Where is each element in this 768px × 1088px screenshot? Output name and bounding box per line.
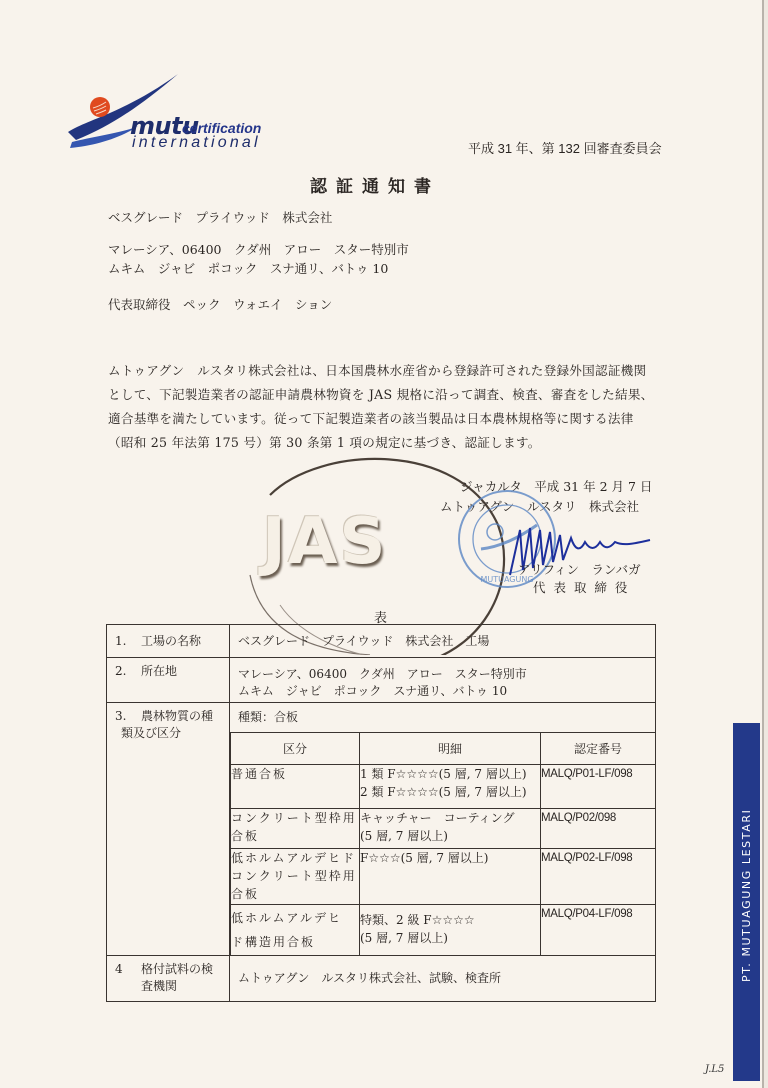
mutu-logo	[66, 70, 286, 155]
product-subtable	[230, 732, 655, 955]
logo-certification-text: certification	[182, 120, 262, 136]
inspection-body-value: ムトゥアグン ルスタリ株式会社、試験、検査所	[230, 955, 656, 1001]
category-line2: 合板	[231, 829, 260, 843]
addressee-address-line2: ムキム ジャビ ポコック スナ通リ、バトゥ 10	[108, 261, 389, 276]
cert-number: MALQ/P02/098	[541, 809, 656, 849]
category-line3: 合板	[231, 887, 260, 901]
signatory-name: アリフィン ランバガ	[518, 562, 641, 577]
row-label-line1: 農林物質の種	[141, 709, 214, 723]
header-cert-number: 認定番号	[541, 733, 656, 765]
subtable-row	[231, 809, 656, 849]
issuer-company: ムトゥアグン ルスタリ 株式会社	[440, 499, 639, 514]
detail-line1: 特類、2 級 F☆☆☆☆	[360, 913, 475, 927]
product-type: 種類：合板	[238, 710, 299, 724]
row-number: 1.	[115, 633, 127, 648]
document-title: 認証通知書	[310, 177, 440, 197]
row-label-line2: 類及び区分	[121, 726, 182, 740]
jas-watermark: JAS	[262, 505, 388, 579]
table-row-factory-name	[107, 625, 656, 658]
page-initials: J.L5	[705, 1064, 725, 1075]
detail-line1: キャッチャー コーティング	[360, 811, 515, 825]
header-detail: 明細	[360, 733, 541, 765]
header-category: 区分	[231, 733, 360, 765]
addressee-representative: 代表取締役 ペック ウォエイ ション	[108, 297, 333, 312]
category-line1: コンクリート型枠用	[231, 811, 357, 825]
place-and-date: ジャカルタ 平成 31 年 2 月 7 日	[460, 479, 653, 494]
subtable-row	[231, 849, 656, 905]
row-label: 所在地	[141, 664, 178, 678]
category-line2: ド構造用合板	[231, 935, 316, 949]
detail-line1: F☆☆☆(5 層, 7 層以上)	[360, 849, 541, 905]
row-label: 工場の名称	[141, 633, 202, 648]
row-label-line2: 査機関	[141, 978, 178, 993]
row-number: 2.	[115, 664, 127, 678]
cert-number: MALQ/P04-LF/098	[541, 905, 656, 955]
svg-text:MUTUAGUNG: MUTUAGUNG	[480, 575, 534, 584]
detail-line1: 1 類 F☆☆☆☆(5 層, 7 層以上)	[360, 767, 527, 781]
logo-mutu-text: mutu	[130, 112, 199, 140]
detail-line2: (5 層, 7 層以上)	[360, 931, 448, 945]
signatory-title: 代 表 取 締 役	[533, 580, 630, 595]
category: 普通合板	[231, 765, 360, 809]
detail-line2: 2 類 F☆☆☆☆(5 層, 7 層以上)	[360, 785, 527, 799]
certification-paragraph: ムトゥアグン ルスタリ株式会社は、日本国農林水産省から登録許可された登録外国認証機関として、下記製造業者の認証申請農林物資を JAS 規格に沿って調査、検査、審査をした結果、適合基準を満たしています。従って下記製造業者の該当製品は日本農林規格等に関する法律（昭和 25 年法第 175 号）第 30 条第 1 項の規定に基づき、認証します。	[108, 363, 654, 450]
row-label-line1: 格付試料の検	[141, 961, 214, 976]
table-row-location	[107, 658, 656, 703]
subtable-row	[231, 765, 656, 809]
certification-table	[106, 624, 656, 1002]
table-row-inspection-body	[107, 955, 656, 1001]
category-line1: 低ホルムアルデヒ	[231, 911, 343, 925]
addressee-address-line1: マレーシア、06400 クダ州 アロー スター特別市	[108, 242, 409, 257]
committee-reference: 平成 31 年、第 132 回審査委員会	[468, 141, 662, 156]
row-number: 4	[115, 961, 123, 976]
table-caption: 表	[374, 611, 388, 626]
side-band-text: PT. MUTUAGUNG LESTARI	[740, 808, 753, 982]
addressee-company: ベスグレード プライウッド 株式会社	[108, 210, 333, 225]
location-line1: マレーシア、06400 クダ州 アロー スター特別市	[238, 667, 527, 681]
logo-international-text: international	[132, 134, 261, 151]
category-line2: コンクリート型枠用	[231, 869, 357, 883]
cert-number: MALQ/P01-LF/098	[541, 765, 656, 809]
category-line1: 低ホルムアルデヒド	[231, 851, 357, 865]
factory-name-value: ベスグレード プライウッド 株式会社 工場	[230, 625, 656, 658]
page-edge-shadow	[764, 0, 768, 1088]
cert-number: MALQ/P02-LF/098	[541, 849, 656, 905]
subtable-header	[231, 733, 656, 765]
subtable-row	[231, 905, 656, 955]
location-line2: ムキム ジャビ ポコック スナ通リ、バトゥ 10	[238, 684, 508, 698]
table-row-product-type	[107, 703, 656, 956]
detail-line2: (5 層, 7 層以上)	[360, 829, 448, 843]
row-number: 3.	[115, 709, 127, 723]
